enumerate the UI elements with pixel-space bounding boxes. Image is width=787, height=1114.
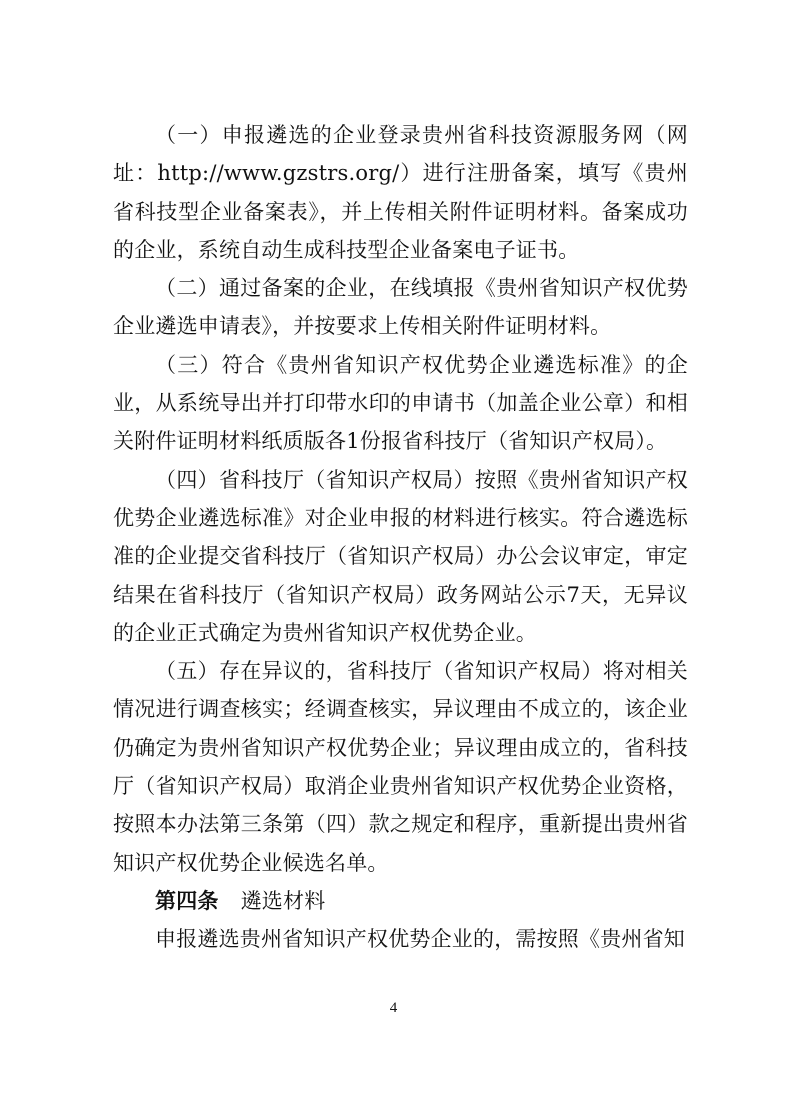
paragraph-verification: （四）省科技厅（省知识产权局）按照《贵州省知识产权优势企业遴选标准》对企业申报的材料进行核实。符合遴选标准的企业提交省科技厅（省知识产权局）办公会议审定，审定结果在省科技厅（省知识产权局）政务网站公示7天，无异议的企业正式确定为贵州省知识产权优势企业。: [113, 467, 688, 645]
article-heading-line: [113, 882, 688, 920]
paragraph-objection: （五）存在异议的，省科技厅（省知识产权局）将对相关情况进行调查核实；经调查核实，异议理由不成立的，该企业仍确定为贵州省知识产权优势企业；异议理由成立的，省科技厅（省知识产权局）取消企业贵州省知识产权优势企业资格，按照本办法第三条第（四）款之规定和程序，重新提出贵州省知识产权优势企业候选名单。: [113, 659, 688, 875]
document-body: [113, 116, 688, 959]
page-number: 4: [389, 1000, 398, 1016]
article-heading: 遴选材料: [240, 888, 326, 913]
paragraph-registration: （一）申报遴选的企业登录贵州省科技资源服务网（网址：http://www.gzstrs.org/）进行注册备案，填写《贵州省科技型企业备案表》，并上传相关附件证明材料。备案成功的企业，系统自动生成科技型企业备案电子证书。: [113, 123, 688, 262]
paragraph-materials: 申报遴选贵州省知识产权优势企业的，需按照《贵州省知: [155, 927, 685, 952]
paragraph-online-application: （二）通过备案的企业，在线填报《贵州省知识产权优势企业遴选申请表》，并按要求上传相关附件证明材料。: [113, 276, 688, 339]
article-number: 第四条: [155, 888, 219, 913]
paragraph-submission: （三）符合《贵州省知识产权优势企业遴选标准》的企业，从系统导出并打印带水印的申请书（加盖企业公章）和相关附件证明材料纸质版各1份报省科技厅（省知识产权局）。: [113, 352, 688, 454]
